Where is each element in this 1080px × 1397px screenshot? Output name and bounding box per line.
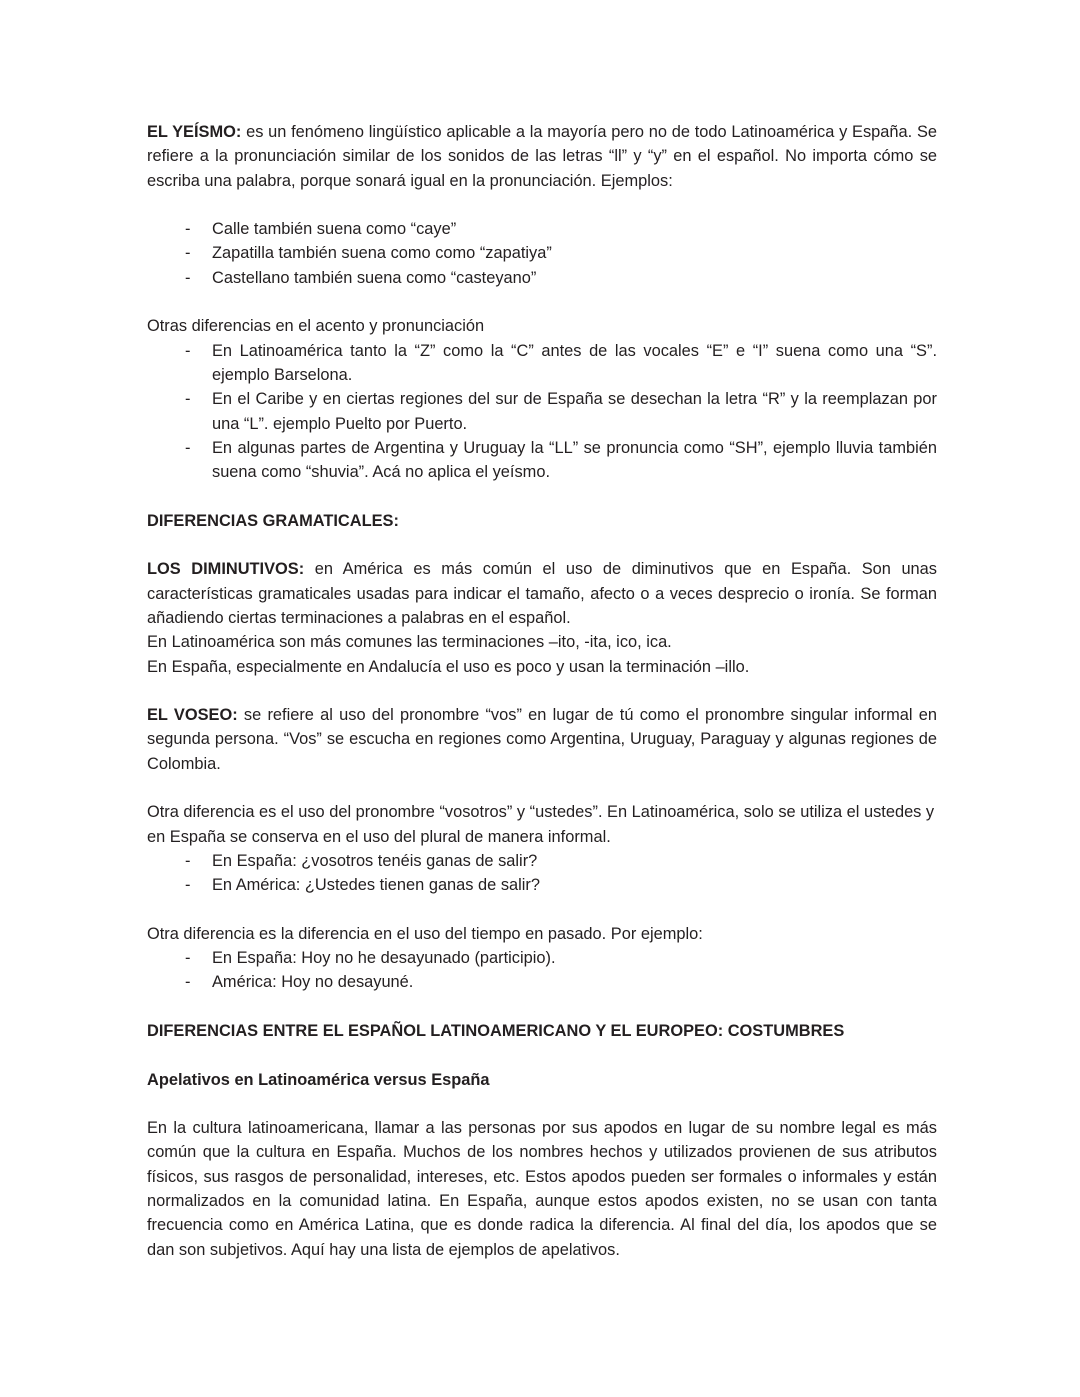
bullet-dash-icon: - <box>185 390 191 409</box>
list-item-label: En España: Hoy no he desayunado (participio). <box>212 949 556 968</box>
list-item <box>147 241 937 265</box>
bullet-dash-icon: - <box>185 244 191 263</box>
list-item <box>147 970 937 994</box>
list-item-label: En algunas partes de Argentina y Uruguay la “LL” se pronuncia como “SH”, ejemplo lluvia también suena como “shuvia”. Acá no aplica el yeísmo. <box>212 438 937 482</box>
paragraph-voseo <box>147 703 937 776</box>
list-vosotros-ustedes-examples <box>147 849 937 898</box>
bullet-dash-icon: - <box>185 973 191 992</box>
paragraph-diminutivos-espana: En España, especialmente en Andalucía el uso es poco y usan la terminación –illo. <box>147 657 750 676</box>
heading-apelativos: Apelativos en Latinoamérica versus España <box>147 1070 490 1089</box>
list-item-label: En el Caribe y en ciertas regiones del sur de España se desechan la letra “R” y la reemplazan por una “L”. ejemplo Puelto por Puerto. <box>212 390 937 433</box>
list-item <box>147 266 937 290</box>
spacer <box>147 995 937 1019</box>
paragraph-diminutivos-latinoamerica: En Latinoamérica son más comunes las terminaciones –ito, -ita, ico, ica. <box>147 633 672 652</box>
paragraph-diminutivos-text: en América es más común el uso de diminutivos que en España. Son unas características gramaticales usadas para indicar el tamaño, afecto o a veces desprecio o ironía. Se forman añadiendo ciertas terminaciones a palabras en el español. <box>147 560 937 627</box>
list-item-label: América: Hoy no desayuné. <box>212 973 414 992</box>
heading-costumbres: DIFERENCIAS ENTRE EL ESPAÑOL LATINOAMERICANO Y EL EUROPEO: COSTUMBRES <box>147 1021 845 1040</box>
term-diminutivos: LOS DIMINUTIVOS: <box>147 560 305 579</box>
list-item <box>147 217 937 241</box>
list-item <box>147 849 937 873</box>
paragraph-voseo-text: se refiere al uso del pronombre “vos” en lugar de tú como el pronombre singular informal en segunda persona. “Vos” se escucha en regiones como Argentina, Uruguay, Paraguay y algunas regiones de Colombia. <box>147 706 937 773</box>
list-item-label: Zapatilla también suena como como “zapatiya” <box>212 244 552 263</box>
list-acento-diferencias <box>147 339 937 485</box>
paragraph-vosotros-ustedes: Otra diferencia es el uso del pronombre “vosotros” y “ustedes”. En Latinoamérica, solo se utiliza el ustedes y en España se conserva en el uso del plural de manera informal. <box>147 803 935 846</box>
list-tiempo-pasado-examples <box>147 946 937 995</box>
bullet-dash-icon: - <box>185 341 191 360</box>
term-yeismo: EL YEÍSMO: <box>147 123 242 141</box>
bullet-dash-icon: - <box>185 851 191 870</box>
bullet-dash-icon: - <box>185 949 191 968</box>
heading-diferencias-gramaticales: DIFERENCIAS GRAMATICALES: <box>147 511 399 530</box>
list-item-label: En América: ¿Ustedes tienen ganas de salir? <box>212 876 540 895</box>
paragraph-diminutivos <box>147 557 937 630</box>
document-body <box>147 120 937 1262</box>
spacer <box>147 898 937 922</box>
paragraph-otras-diferencias-acento: Otras diferencias en el acento y pronunciación <box>147 317 485 336</box>
list-item <box>147 946 937 970</box>
list-item <box>147 436 937 485</box>
spacer <box>147 193 937 217</box>
list-item-label: En Latinoamérica tanto la “Z” como la “C” antes de las vocales “E” e “I” suena como una “S”. ejemplo Barselona. <box>212 341 937 384</box>
paragraph-yeismo <box>147 120 937 193</box>
list-yeismo-examples <box>147 217 937 290</box>
bullet-dash-icon: - <box>185 438 191 457</box>
list-item <box>147 339 937 388</box>
list-item-label: En España: ¿vosotros tenéis ganas de salir? <box>212 851 538 870</box>
list-item-label: Castellano también suena como “casteyano” <box>212 268 537 287</box>
paragraph-apelativos: En la cultura latinoamericana, llamar a las personas por sus apodos en lugar de su nombre legal es más común que la cultura en España. Muchos de los nombres hechos y utilizados provienen de sus atributos físicos, sus rasgos de personalidad, intereses, etc. Estos apodos pueden ser formales o informales y están normalizados en la comunidad latina. En España, aunque estos apodos existen, no se usan con tanta frecuencia como en América Latina, que es donde radica la diferencia. Al final del día, los apodos que se dan son subjetivos. Aquí hay una lista de ejemplos de apelativos. <box>147 1119 937 1259</box>
spacer <box>147 1043 937 1067</box>
spacer <box>147 533 937 557</box>
spacer <box>147 484 937 508</box>
list-item <box>147 873 937 897</box>
spacer <box>147 776 937 800</box>
list-item-label: Calle también suena como “caye” <box>212 220 457 239</box>
term-voseo: EL VOSEO: <box>147 706 238 725</box>
paragraph-yeismo-text: es un fenómeno lingüístico aplicable a la mayoría pero no de todo Latinoamérica y España. Se refiere a la pronunciación similar de los sonidos de las letras “ll” y “y” en el español. No importa cómo se escriba una palabra, porque sonará igual en la pronunciación. Ejemplos: <box>147 123 937 190</box>
spacer <box>147 290 937 314</box>
list-item <box>147 387 937 436</box>
bullet-dash-icon: - <box>185 268 191 287</box>
bullet-dash-icon: - <box>185 876 191 895</box>
spacer <box>147 679 937 703</box>
bullet-dash-icon: - <box>185 220 191 239</box>
spacer <box>147 1092 937 1116</box>
paragraph-tiempo-pasado: Otra diferencia es la diferencia en el uso del tiempo en pasado. Por ejemplo: <box>147 924 703 943</box>
